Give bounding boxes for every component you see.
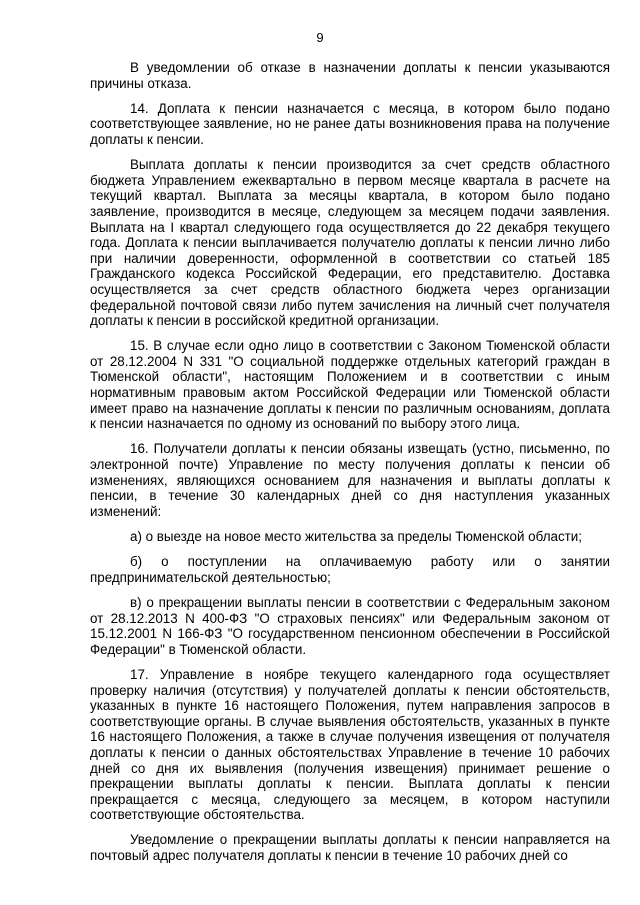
paragraph-termination-notice: Уведомление о прекращении выплаты доплаты к пенсии направляется на почтовый адрес получателя доплаты к пенсии в течение 10 рабочих дней со	[90, 832, 610, 864]
page-number: 9	[316, 30, 324, 45]
paragraph-15: 15. В случае если одно лицо в соответствии с Законом Тюменской области от 28.12.2004 N 331 "О социальной поддержке отдельных категорий граждан в Тюменской области", настоящим Положением и в соответствии с иным нормативным правовым актом Российской Федерации или Тюменской области имеет право на назначение доплаты к пенсии по различным основаниям, доплата к пенсии назначается по одному из оснований по выбору этого лица.	[90, 338, 610, 432]
document-body	[90, 60, 610, 873]
paragraph-16-v: в) о прекращении выплаты пенсии в соответствии с Федеральным законом от 28.12.2013 N 400-ФЗ "О страховых пенсиях" или Федеральным законом от 15.12.2001 N 166-ФЗ "О государственном пенсионном обеспечении в Российской Федерации" в Тюменской области.	[90, 594, 610, 657]
paragraph-14: 14. Доплата к пенсии назначается с месяца, в котором было подано соответствующее заявление, но не ранее даты возникновения права на получение доплаты к пенсии.	[90, 100, 610, 147]
paragraph-16-b: б) о поступлении на оплачиваемую работу или о занятии предпринимательской деятельностью;	[90, 554, 610, 585]
paragraph-16-a: а) о выезде на новое место жительства за пределы Тюменской области;	[130, 529, 582, 544]
paragraph-payment: Выплата доплаты к пенсии производится за счет средств областного бюджета Управлением ежеквартально в первом месяце квартала в расчете на текущий квартал. Выплата за месяцы квартала, в котором было подано заявление, производится в месяце, следующем за месяцем подачи заявления. Выплата на I квартал следующего года осуществляется до 22 декабря текущего года. Доплата к пенсии выплачивается получателю доплаты к пенсии лично либо при наличии доверенности, оформленной в соответствии со статьей 185 Гражданского кодекса Российской Федерации, его представителю. Доставка осуществляется за счет средств областного бюджета через организации федеральной почтовой связи либо путем зачисления на личный счет получателя доплаты к пенсии в российской кредитной организации.	[90, 157, 610, 329]
paragraph-refusal-reasons: В уведомлении об отказе в назначении доплаты к пенсии указываются причины отказа.	[90, 60, 610, 91]
paragraph-17: 17. Управление в ноябре текущего календарного года осуществляет проверку наличия (отсутствия) у получателей доплаты к пенсии обстоятельств, указанных в пункте 16 настоящего Положения, путем направления запросов в соответствующие органы. В случае выявления обстоятельств, указанных в пункте 16 настоящего Положения, а также в случае получения извещения от получателя доплаты к пенсии о данных обстоятельствах Управление в течение 10 рабочих дней со дня их выявления (получения извещения) принимает решение о прекращении выплаты доплаты к пенсии. Выплата доплаты к пенсии прекращается с месяца, следующего за месяцем, в котором наступили соответствующие обстоятельства.	[90, 666, 610, 823]
paragraph-16: 16. Получатели доплаты к пенсии обязаны извещать (устно, письменно, по электронной почте) Управление по месту получения доплаты к пенсии об изменениях, являющихся основанием для назначения и выплаты доплаты к пенсии, в течение 30 календарных дней со дня наступления указанных изменений:	[90, 441, 610, 519]
